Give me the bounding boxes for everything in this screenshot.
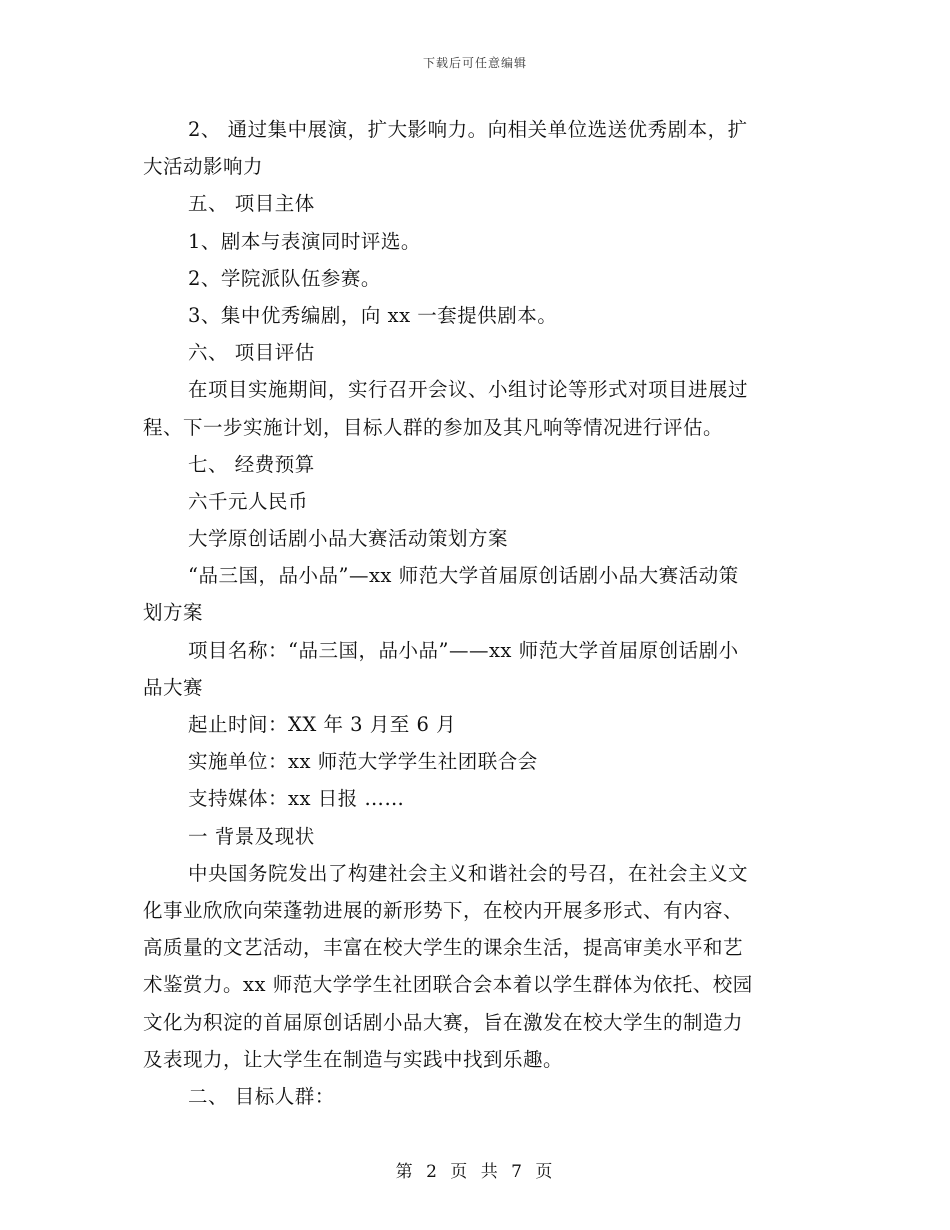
text-line: 高质量的文艺活动，丰富在校大学生的课余生活，提高审美水平和艺: [143, 936, 744, 960]
text-line: 程、下一步实施计划，目标人群的参加及其凡响等情况进行评估。: [143, 415, 724, 439]
text-line: 文化为积淀的首届原创话剧小品大赛，旨在激发在校大学生的制造力: [143, 1010, 744, 1034]
text-line: 起止时间：XX 年 3 月至 6 月: [188, 713, 457, 736]
text-line: 大活动影响力: [143, 155, 264, 179]
text-line: 实施单位：xx 师范大学学生社团联合会: [188, 750, 538, 774]
text-line: “品三国，品小品”—xx 师范大学首届原创话剧小品大赛活动策: [188, 564, 739, 588]
text-line: 支持媒体：xx 日报 ……: [188, 787, 405, 811]
text-line: 2、学院派队伍参赛。: [188, 266, 381, 290]
document-body: [143, 111, 803, 1115]
text-line: 化事业欣欣向荣蓬勃进展的新形势下，在校内开展多形式、有内容、: [143, 898, 744, 922]
text-line: 中央国务院发出了构建社会主义和谐社会的号召，在社会主义文: [188, 861, 749, 885]
text-line: 五、 项目主体: [188, 192, 315, 216]
text-line: 2、 通过集中展演，扩大影响力。向相关单位选送优秀剧本，扩: [188, 118, 748, 141]
text-line: 七、 经费预算: [188, 452, 315, 476]
text-line: 六、 项目评估: [188, 341, 315, 365]
text-line: 一 背景及现状: [188, 824, 315, 848]
text-line: 在项目实施期间，实行召开会议、小组讨论等形式对项目进展过: [188, 378, 749, 402]
text-line: 划方案: [143, 601, 204, 625]
text-line: 及表现力，让大学生在制造与实践中找到乐趣。: [143, 1047, 564, 1071]
text-line: 1、剧本与表演同时评选。: [188, 229, 421, 253]
text-line: 二、 目标人群：: [188, 1084, 335, 1108]
page-number-footer: 第 2 页 共 7 页: [395, 1162, 555, 1182]
text-line: 项目名称：“品三国，品小品”——xx 师范大学首届原创话剧小: [188, 638, 739, 662]
text-line: 六千元人民币: [188, 489, 309, 513]
text-line: 品大赛: [143, 675, 204, 699]
page-header: 下载后可任意编辑: [422, 56, 527, 70]
text-line: 3、集中优秀编剧，向 xx 一套提供剧本。: [188, 303, 558, 327]
text-line: 大学原创话剧小品大赛活动策划方案: [188, 527, 509, 551]
text-line: 术鉴赏力。xx 师范大学学生社团联合会本着以学生群体为依托、校园: [143, 973, 753, 997]
